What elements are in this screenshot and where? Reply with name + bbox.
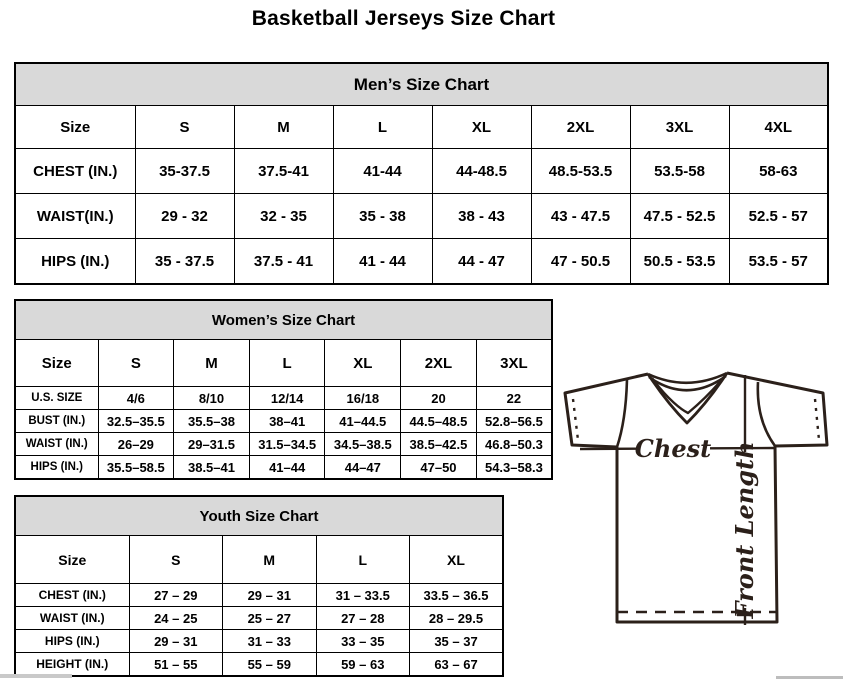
size-range-value: 35 – 37 [410,630,504,653]
size-range-value: 37.5-41 [234,149,333,194]
size-range-value: 55 – 59 [223,653,317,677]
size-range-value: 44-48.5 [432,149,531,194]
size-range-value: 35 - 38 [333,194,432,239]
size-column-header: S [129,536,223,584]
size-range-value: 41–44 [249,456,325,480]
size-column-header: S [135,106,234,149]
chart-title: Men’s Size Chart [15,63,828,106]
size-column-header: 3XL [476,340,552,387]
table-row [15,194,828,239]
size-range-value: 31 – 33 [223,630,317,653]
size-range-value: 50.5 - 53.5 [630,239,729,285]
page-title: Basketball Jerseys Size Chart [251,7,556,30]
womens-size-chart-table [14,299,553,480]
right-cuff-dashed-line [815,399,819,440]
measurement-label: WAIST (IN.) [15,607,129,630]
size-range-value: 35-37.5 [135,149,234,194]
size-range-value: 35.5–58.5 [98,456,174,480]
size-column-header: Size [15,536,129,584]
size-range-value: 28 – 29.5 [410,607,504,630]
size-range-value: 38.5–42.5 [401,433,477,456]
jersey-measurement-diagram [560,358,842,658]
size-header-row [15,106,828,149]
size-column-header: 2XL [531,106,630,149]
size-column-header: L [316,536,410,584]
size-range-value: 32.5–35.5 [98,410,174,433]
table-row [15,410,552,433]
chest-label: Chest [634,434,712,463]
measurement-label: HIPS (IN.) [15,630,129,653]
size-range-value: 38.5–41 [174,456,250,480]
table-row [15,584,503,607]
collar-v-outer [648,373,727,423]
size-range-value: 25 – 27 [223,607,317,630]
size-range-value: 31 – 33.5 [316,584,410,607]
size-range-value: 44 - 47 [432,239,531,285]
size-range-value: 52.8–56.5 [476,410,552,433]
size-range-value: 27 – 28 [316,607,410,630]
size-range-value: 58-63 [729,149,828,194]
measurement-label: HIPS (IN.) [15,456,98,480]
size-range-value: 16/18 [325,387,401,410]
size-range-value: 46.8–50.3 [476,433,552,456]
size-range-value: 38 - 43 [432,194,531,239]
right-sleeve-seam [758,382,775,446]
size-range-value: 4/6 [98,387,174,410]
measurement-label: WAIST(IN.) [15,194,135,239]
size-range-value: 47 - 50.5 [531,239,630,285]
size-header-row [15,340,552,387]
measurement-label: U.S. SIZE [15,387,98,410]
measurement-label: CHEST (IN.) [15,149,135,194]
table-row [15,456,552,480]
size-column-header: S [98,340,174,387]
size-range-value: 47.5 - 52.5 [630,194,729,239]
size-range-value: 29 – 31 [129,630,223,653]
size-header-row [15,536,503,584]
size-range-value: 38–41 [249,410,325,433]
size-column-header: M [174,340,250,387]
size-range-value: 41-44 [333,149,432,194]
size-range-value: 12/14 [249,387,325,410]
size-column-header: XL [325,340,401,387]
size-column-header: 2XL [401,340,477,387]
table-row [15,239,828,285]
size-column-header: Size [15,106,135,149]
size-range-value: 35 - 37.5 [135,239,234,285]
size-range-value: 47–50 [401,456,477,480]
left-sleeve-seam [617,379,627,447]
table-row [15,149,828,194]
size-range-value: 41 - 44 [333,239,432,285]
horizontal-scrollbar-fragment-left[interactable] [0,674,72,678]
size-range-value: 8/10 [174,387,250,410]
measurement-label: BUST (IN.) [15,410,98,433]
size-range-value: 51 – 55 [129,653,223,677]
size-column-header: XL [410,536,504,584]
size-column-header: L [333,106,432,149]
size-column-header: 3XL [630,106,729,149]
size-range-value: 63 – 67 [410,653,504,677]
size-column-header: 4XL [729,106,828,149]
size-range-value: 59 – 63 [316,653,410,677]
size-range-value: 53.5-58 [630,149,729,194]
chart-title: Women’s Size Chart [15,300,552,340]
size-column-header: Size [15,340,98,387]
chart-title: Youth Size Chart [15,496,503,536]
size-range-value: 22 [476,387,552,410]
mens-size-chart-table [14,62,829,285]
size-range-value: 20 [401,387,477,410]
table-row [15,630,503,653]
size-range-value: 32 - 35 [234,194,333,239]
size-column-header: M [234,106,333,149]
size-range-value: 54.3–58.3 [476,456,552,480]
size-range-value: 29 - 32 [135,194,234,239]
measurement-label: CHEST (IN.) [15,584,129,607]
size-range-value: 48.5-53.5 [531,149,630,194]
size-range-value: 44.5–48.5 [401,410,477,433]
size-range-value: 33 – 35 [316,630,410,653]
size-range-value: 29 – 31 [223,584,317,607]
front-length-label: Front Length [730,441,759,619]
size-range-value: 26–29 [98,433,174,456]
size-range-value: 33.5 – 36.5 [410,584,504,607]
size-column-header: M [223,536,317,584]
measurement-label: HIPS (IN.) [15,239,135,285]
size-range-value: 37.5 - 41 [234,239,333,285]
size-range-value: 34.5–38.5 [325,433,401,456]
size-range-value: 43 - 47.5 [531,194,630,239]
table-row [15,607,503,630]
measurement-label: WAIST (IN.) [15,433,98,456]
size-range-value: 27 – 29 [129,584,223,607]
left-cuff-dashed-line [573,399,578,440]
size-column-header: XL [432,106,531,149]
table-row [15,387,552,410]
size-range-value: 53.5 - 57 [729,239,828,285]
size-range-value: 41–44.5 [325,410,401,433]
size-column-header: L [249,340,325,387]
table-row [15,433,552,456]
jersey-outline [565,373,827,622]
size-range-value: 29–31.5 [174,433,250,456]
size-range-value: 35.5–38 [174,410,250,433]
table-row [15,653,503,677]
size-range-value: 31.5–34.5 [249,433,325,456]
size-range-value: 52.5 - 57 [729,194,828,239]
size-range-value: 44–47 [325,456,401,480]
size-range-value: 24 – 25 [129,607,223,630]
measurement-label: HEIGHT (IN.) [15,653,129,677]
youth-size-chart-table [14,495,504,677]
